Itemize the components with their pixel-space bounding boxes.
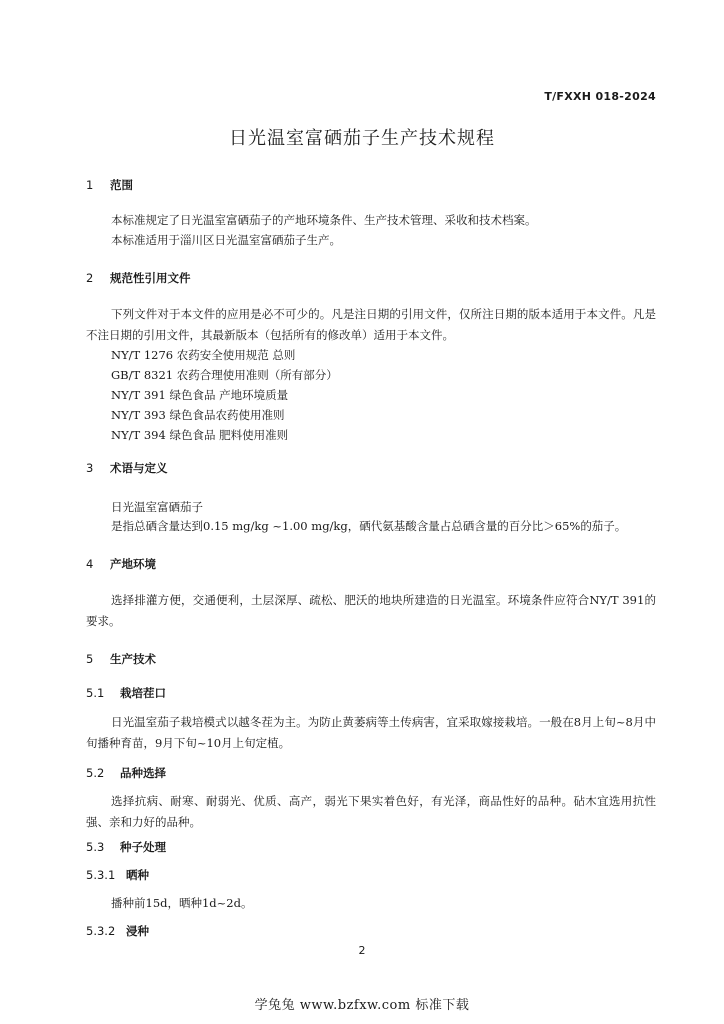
section-title: 品种选择 (120, 766, 167, 780)
section-3-heading (86, 460, 168, 476)
section-5-2-heading (86, 765, 166, 781)
section-2-heading (86, 270, 191, 286)
section-number: 5.3.2 (86, 924, 116, 938)
section-number: 5.3.1 (86, 868, 116, 882)
paragraph: 本标准适用于淄川区日光温室富硒茄子生产。 (111, 233, 341, 247)
section-5-3-2-heading (86, 923, 149, 939)
reference-item: NY/T 394 绿色食品 肥料使用准则 (111, 428, 289, 442)
section-number: 5.1 (86, 686, 105, 700)
paragraph: 日光温室茄子栽培模式以越冬茬为主。为防止黄萎病等土传病害，宜采取嫁接栽培。一般在8月上旬~8月中旬播种育苗，9月下旬~10月上旬定植。 (86, 715, 656, 750)
reference-item: NY/T 391 绿色食品 产地环境质量 (111, 388, 289, 402)
page-number: 2 (358, 944, 366, 957)
paragraph: 选择排灌方便，交通便利，土层深厚、疏松、肥沃的地块所建造的日光温室。环境条件应符合NY/T 391的要求。 (86, 593, 656, 628)
section-4-heading (86, 556, 156, 572)
section-number: 1 (86, 178, 94, 192)
definition: 是指总硒含量达到0.15 mg/kg ~1.00 mg/kg，硒代氨基酸含量占总硒含量的百分比＞65%的茄子。 (111, 519, 627, 533)
section-number: 3 (86, 461, 94, 475)
section-number: 4 (86, 557, 94, 571)
section-number: 5 (86, 652, 94, 666)
section-number: 5.2 (86, 766, 105, 780)
section-title: 浸种 (126, 924, 150, 938)
paragraph: 播种前15d，晒种1d~2d。 (111, 896, 253, 910)
section-title: 产地环境 (110, 557, 157, 571)
document-code: T/FXXH 018-2024 (544, 90, 656, 103)
section-5-3-heading (86, 839, 166, 855)
paragraph: 下列文件对于本文件的应用是必不可少的。凡是注日期的引用文件，仅所注日期的版本适用于本文件。凡是不注日期的引用文件，其最新版本（包括所有的修改单）适用于本文件。 (86, 307, 656, 342)
term: 日光温室富硒茄子 (111, 500, 203, 514)
document-title: 日光温室富硒茄子生产技术规程 (229, 128, 495, 149)
paragraph: 选择抗病、耐寒、耐弱光、优质、高产，弱光下果实着色好，有光泽，商品性好的品种。砧木宜选用抗性强、亲和力好的品种。 (86, 794, 656, 829)
section-title: 范围 (110, 178, 134, 192)
section-title: 规范性引用文件 (110, 271, 191, 285)
section-title: 术语与定义 (110, 461, 168, 475)
reference-item: NY/T 1276 农药安全使用规范 总则 (111, 348, 296, 362)
paragraph: 本标准规定了日光温室富硒茄子的产地环境条件、生产技术管理、采收和技术档案。 (111, 213, 537, 227)
section-title: 种子处理 (120, 840, 167, 854)
section-title: 生产技术 (110, 652, 157, 666)
section-5-heading (86, 651, 156, 667)
section-number: 5.3 (86, 840, 105, 854)
section-number: 2 (86, 271, 94, 285)
section-5-3-1-heading (86, 867, 149, 883)
footer-watermark: 学兔兔 www.bzfxw.com 标准下载 (254, 998, 470, 1013)
section-5-1-heading (86, 685, 166, 701)
section-1-heading (86, 177, 133, 193)
section-title: 晒种 (126, 868, 150, 882)
reference-item: NY/T 393 绿色食品农药使用准则 (111, 408, 285, 422)
section-title: 栽培茬口 (120, 686, 167, 700)
reference-item: GB/T 8321 农药合理使用准则（所有部分） (111, 368, 338, 382)
